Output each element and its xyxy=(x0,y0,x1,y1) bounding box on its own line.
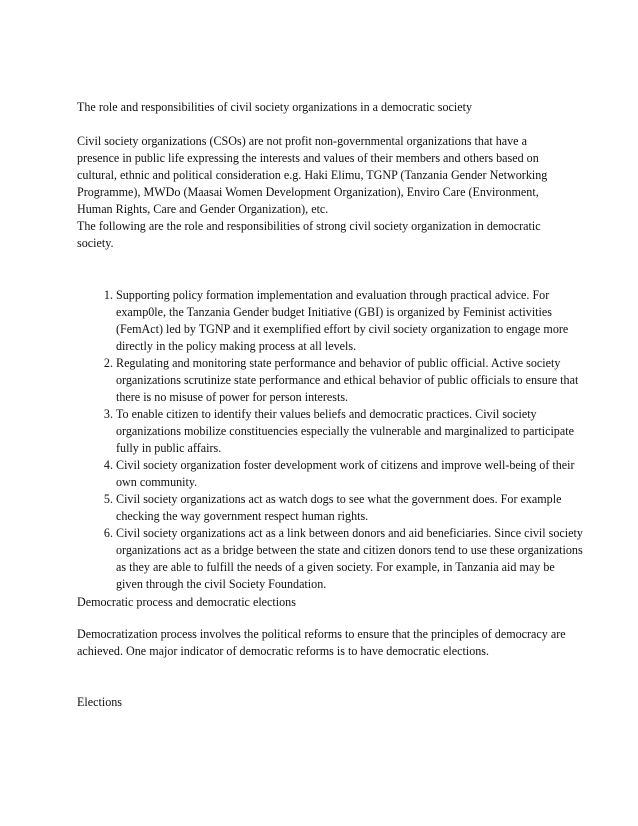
section-heading-elections: Elections xyxy=(77,695,123,709)
section-heading-roles: The role and responsibilities of civil society organizations in a democratic society xyxy=(77,100,473,114)
list-item: 5. Civil society organizations act as watch dogs to see what the government does. For example checking the way government respect human rights. xyxy=(116,491,583,525)
section-heading-democratic-process: Democratic process and democratic elections xyxy=(77,595,296,609)
roles-list xyxy=(96,287,583,593)
list-item: 2. Regulating and monitoring state performance and behavior of public official. Active society organizations scrutinize state performance and ethical behavior of public officials to ensure that there is no misuse of power for person interests. xyxy=(116,355,583,406)
list-item: 4. Civil society organization foster development work of citizens and improve well-being of their own community. xyxy=(116,457,583,491)
list-item: 1. Supporting policy formation implementation and evaluation through practical advice. For examp0le, the Tanzania Gender budget Initiative (GBI) is organized by Feminist activities (FemAct) led by TGNP and it exemplified effort by civil society organization to engage more directly in the policy making process at all levels. xyxy=(116,287,583,355)
paragraph-cso-definition: Civil society organizations (CSOs) are not profit non-governmental organizations that have a presence in public life expressing the interests and values of their members and others based on cultural, ethnic and political consideration e.g. Haki Elimu, TGNP (Tanzania Gender Networking Programme), MWDo (Maasai Women Development Organization), Enviro Care (Environment, Human Rights, Care and Gender Organization), etc. xyxy=(77,134,548,216)
paragraph-list-intro: The following are the role and responsibilities of strong civil society organization in democratic society. xyxy=(77,219,541,250)
paragraph-democratization: Democratization process involves the political reforms to ensure that the principles of democracy are achieved. One major indicator of democratic reforms is to have democratic elections. xyxy=(77,627,566,658)
list-item: 3. To enable citizen to identify their values beliefs and democratic practices. Civil society organizations mobilize constituencies especially the vulnerable and marginalized to participate fully in public affairs. xyxy=(116,406,583,457)
list-item: 6. Civil society organizations act as a link between donors and aid beneficiaries. Since civil society organizations act as a bridge between the state and citizen donors tend to use these organizations as they are able to fulfill the needs of a given society. For example, in Tanzania aid may be given through the civil Society Foundation. xyxy=(116,525,583,593)
